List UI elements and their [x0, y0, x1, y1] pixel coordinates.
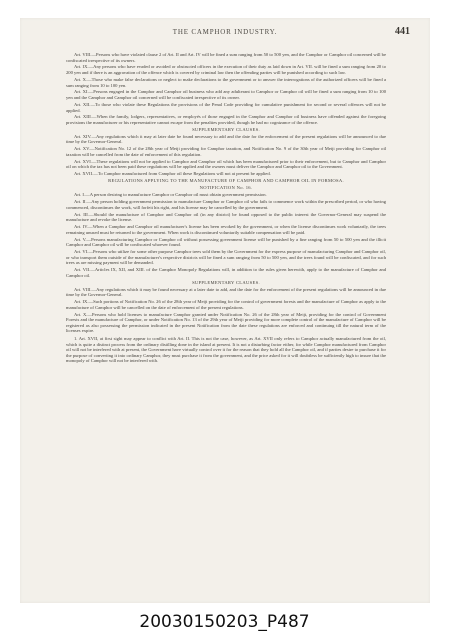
- page-header: [20, 28, 430, 42]
- article-paragraph: Art. X.—Persons who hold licenses to manufacture Camphor granted under Notification No. 26 of the 28th year of Meiji, providing for the control of Government Forests and the manufacture of Camphor, or under Notification No. 13 of the 29th year of Meiji providing for more complete control of the manufacture of Camphor will be registered as also possessing the permission indicated in the present Notification from the date these regulations are enforced and continuing till the natural term of the licenses expire.: [66, 311, 386, 334]
- section-heading: SUPPLEMENTARY CLAUSES.: [192, 279, 260, 285]
- article-paragraph: Art. XVI.—These regulations will not be applied to Camphor and Camphor oil which has been manufactured prior to their enforcement, but to Camphor and Camphor oil on which the tax has not been paid these regulations will be applied and the owners must deliver the Camphor and Camphor oil to the Government.: [66, 158, 386, 170]
- image-identifier-caption: 20030150203_P487: [139, 612, 310, 632]
- article-paragraph: Art. II.—Any person holding government permission to manufacture Camphor or Camphor oil who fails to commence work within the prescribed period, or who having commenced, discontinues the work, will forfeit his right, and his license may be cancelled by the government.: [66, 199, 386, 210]
- article-paragraph: Art. XVII.—To Camphor manufactured from Camphor oil these Regulations will not at present be applied.: [74, 171, 271, 177]
- article-paragraph: Art. VI.—Persons who utilize for some other purpose Camphor trees sold them by the Government for the express purpose of manufacturing Camphor and Camphor oil, or who transport them outside of the manufacturer's respective districts will be fined a sum ranging from 50 to 500 yen, and the trees found will be confiscated, and for such trees as are missing payment will be demanded.: [66, 249, 386, 266]
- article-paragraph: Art. XV.—Notification No. 12 of the 28th year of Meiji providing for Camphor taxation, and Notification No. 9 of the 30th year of Meiji providing for Camphor oil taxation will be cancelled from the date of enforcement of this regulation.: [66, 146, 386, 157]
- article-paragraph: Art. VII.—Articles IX, XII, and XIII. of the Camphor Monopoly Regulations will, in addition to the rules given herewith, apply to the manufacture of Camphor and Camphor oil.: [66, 267, 386, 278]
- footnote: 1. Art. XVII, at first sight may appear to conflict with Art. II. This is not the case, however, as Art. XVII only refers to Camphor actually manufactured from the oil, which is quite a distinct process from the ordinary distilling done in the island at present. It is not a disturbing factor either, for while Camphor manufactured from Camphor oil will not be interfered with at present, the Government have virtually control over it for the reason that they hold all the Camphor oil, and if parties desire to purchase it for the purpose of converting it into ordinary Camphor, they must purchase it from the government, and the price asked for it will doubtless be sufficiently high to insure that the monopoly of Camphor will not be interfered with.: [66, 335, 386, 364]
- article-paragraph: Art. IX.—Any persons who have evaded or avoided or obstructed officers in the execution of their duty as laid down in Art. VII. will be fined a sum ranging from 20 to 200 yen and if there is an aggravation of the offence which is covered by criminal law then the offending parties will be punished according to such law.: [66, 64, 386, 76]
- running-title: THE CAMPHOR INDUSTRY.: [172, 28, 278, 36]
- article-paragraph: Art. X.—Those who make false declarations or neglect to make declarations to the government or to answer the interrogations of the authorized officers will be fined a sum ranging from 10 to 100 yen.: [66, 76, 386, 88]
- article-paragraph: Art. XII.—To those who violate these Regulations the provisions of the Penal Code providing for cumulative punishment for second or several offences will not be applied.: [66, 101, 386, 113]
- scanned-page: [20, 18, 430, 603]
- article-paragraph: Art. IX.—Such portions of Notification No. 26 of the 28th year of Meiji providing for the control of government forests and the manufacture of Camphor as apply to the manufacture of Camphor will be cancelled on the date of enforcement of the present regulations.: [66, 299, 386, 310]
- page-number: 441: [395, 26, 410, 37]
- article-paragraph: Art. V.—Persons manufacturing Camphor or Camphor oil without possessing government license will be punished by a fine ranging from 50 to 500 yen and the illicit Camphor and Camphor oil will be confiscated whoever found.: [66, 236, 386, 248]
- article-paragraph: Art. I.—A person desiring to manufacture Camphor or Camphor oil must obtain government permission.: [74, 192, 267, 198]
- article-paragraph: Art. XIV.—Any regulations which it may at later date be found necessary to add and the date for the enforcement of the present regulations will be announced to due time by the Governor-General.: [66, 133, 386, 145]
- article-paragraph: Art. XIII.—When the family, lodgers, representatives, or employés of those engaged in the Camphor and Camphor oil business have offended against the foregoing provisions the manufacturer or his representative cannot escape from the penalties provided, though he had no cognizance of the offence.: [66, 114, 386, 126]
- article-paragraph: Art. III.—Should the manufacture of Camphor and Camphor oil (in any district) be found opposed to the public interest the Governor-General may suspend the manufacture and revoke the license.: [66, 211, 386, 223]
- article-paragraph: Art. VIII.—Persons who have violated clause 2 of Art. II and Art. IV will be fined a sum ranging from 50 to 500 yen, and the Camphor or Camphor oil concerned will be confiscated irrespective of its owners.: [66, 52, 386, 63]
- article-paragraph: Art. XI.—Persons engaged in the Camphor and Camphor oil business who add any adulterant to Camphor or Camphor oil will be fined a sum ranging from 10 to 100 yen and the Camphor and Camphor oil concerned will be confiscated irrespective of its owner.: [66, 89, 386, 101]
- section-heading: REGULATIONS APPLYING TO THE MANUFACTURE OF CAMPHOR AND CAMPHOR OIL IN FORMOSA.: [108, 178, 344, 184]
- article-paragraph: Art. IV.—When a Camphor and Camphor oil manufacturer's license has been revoked by the government, or when the license discontinues work voluntarily, the trees remaining unused must be returned to the government. When work is discontinued voluntarily suitable compensation will be paid.: [66, 224, 386, 235]
- section-heading: NOTIFICATION No. 16.: [199, 185, 253, 191]
- page-body: [66, 52, 386, 365]
- article-paragraph: Art. VIII.—Any regulations which it may be found necessary at a later date to add, and the date for the enforcement of the present regulations will be announced in due time by the Governor-General.: [66, 286, 386, 298]
- section-heading: SUPPLEMENTARY CLAUSES.: [192, 126, 260, 132]
